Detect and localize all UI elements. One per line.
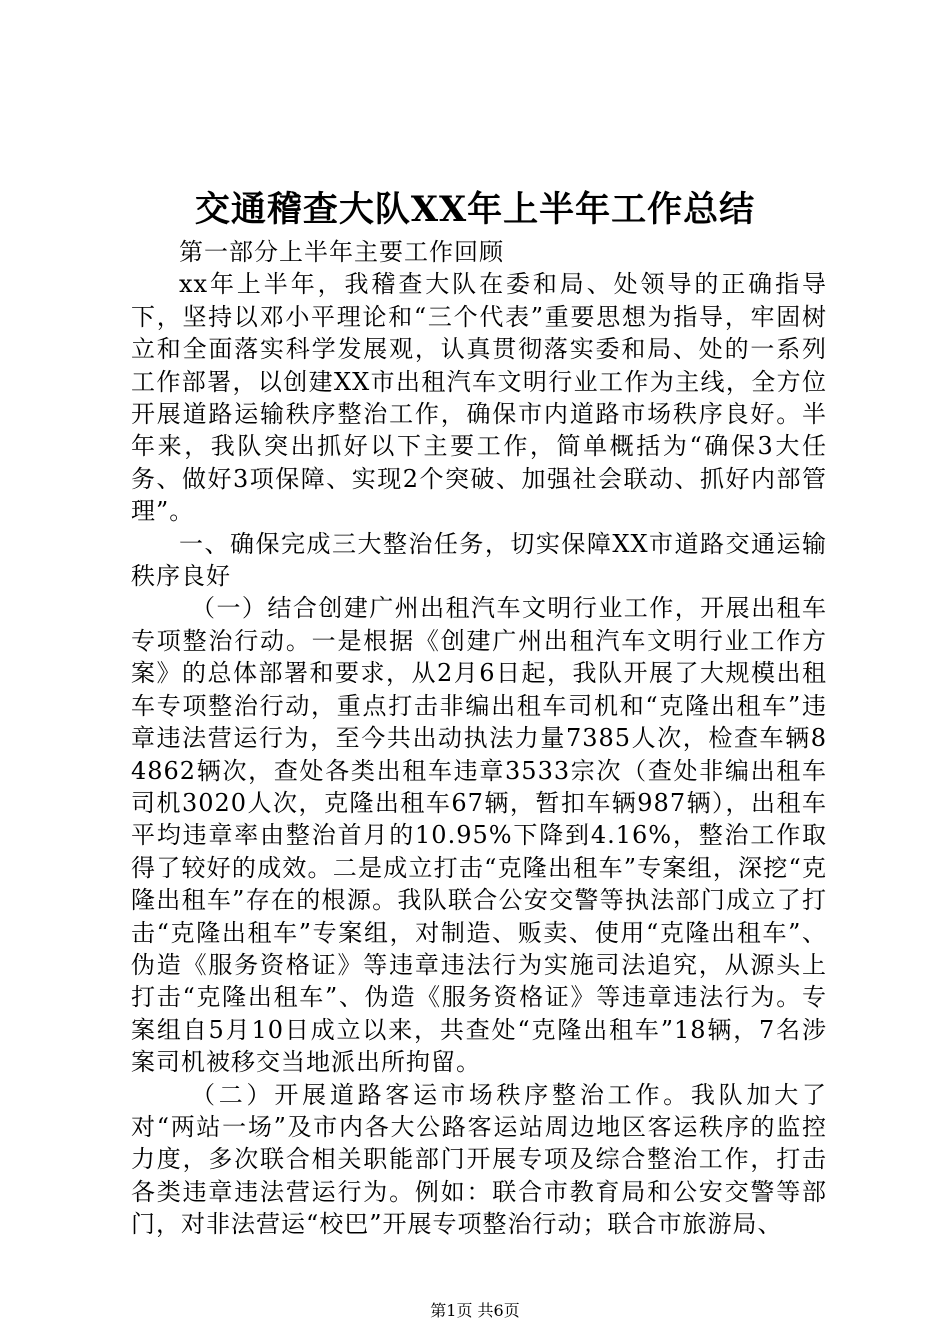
- page-number-footer: 第1页 共6页: [430, 1301, 520, 1320]
- section-heading-part-one: 第一部分上半年主要工作回顾: [179, 238, 504, 266]
- subsection-paragraph-one: （一）结合创建广州出租汽车文明行业工作，开展出租车专项整治行动。一是根据《创建广州出租汽车文明行业工作方案》的总体部署和要求，从2月6日起，我队开展了大规模出租车专项整治行动，重点打击非编出租车司机和“克隆出租车”违章违法营运行为，至今共出动执法力量7385人次，检查车辆84862辆次，查处各类出租车违章3533宗次（查处非编出租车司机3020人次，克隆出租车67辆，暂扣车辆987辆），出租车平均违章率由整治首月的10.95%下降到4.16%，整治工作取得了较好的成效。二是成立打击“克隆出租车”专案组，深挖“克隆出租车”存在的根源。我队联合公安交警等执法部门成立了打击“克隆出租车”专案组，对制造、贩卖、使用“克隆出租车”、伪造《服务资格证》等违章违法行为实施司法追究，从源头上打击“克隆出租车”、伪造《服务资格证》等违章违法行为。专案组自5月10日成立以来，共查处“克隆出租车”18辆，7名涉案司机被移交当地派出所拘留。: [131, 594, 827, 1077]
- intro-paragraph: xx年上半年，我稽查大队在委和局、处领导的正确指导下，坚持以邓小平理论和“三个代表”重要思想为指导，牢固树立和全面落实科学发展观，认真贯彻落实委和局、处的一系列工作部署，以创建XX市出租汽车文明行业工作为主线，全方位开展道路运输秩序整治工作，确保市内道路市场秩序良好。半年来，我队突出抓好以下主要工作，简单概括为“确保3大任务、做好3项保障、实现2个突破、加强社会联动、抓好内部管理”。: [131, 270, 827, 526]
- document-body: [131, 236, 827, 1241]
- document-title: 交通稽查大队XX年上半年工作总结: [194, 189, 756, 230]
- section-heading-task-one: 一、确保完成三大整治任务，切实保障XX市道路交通运输秩序良好: [131, 529, 827, 591]
- subsection-paragraph-two: （二）开展道路客运市场秩序整治工作。我队加大了对“两站一场”及市内各大公路客运站周边地区客运秩序的监控力度，多次联合相关职能部门开展专项及综合整治工作，打击各类违章违法营运行为。例如：联合市教育局和公安交警等部门，对非法营运“校巴”开展专项整治行动；联合市旅游局、: [131, 1080, 827, 1239]
